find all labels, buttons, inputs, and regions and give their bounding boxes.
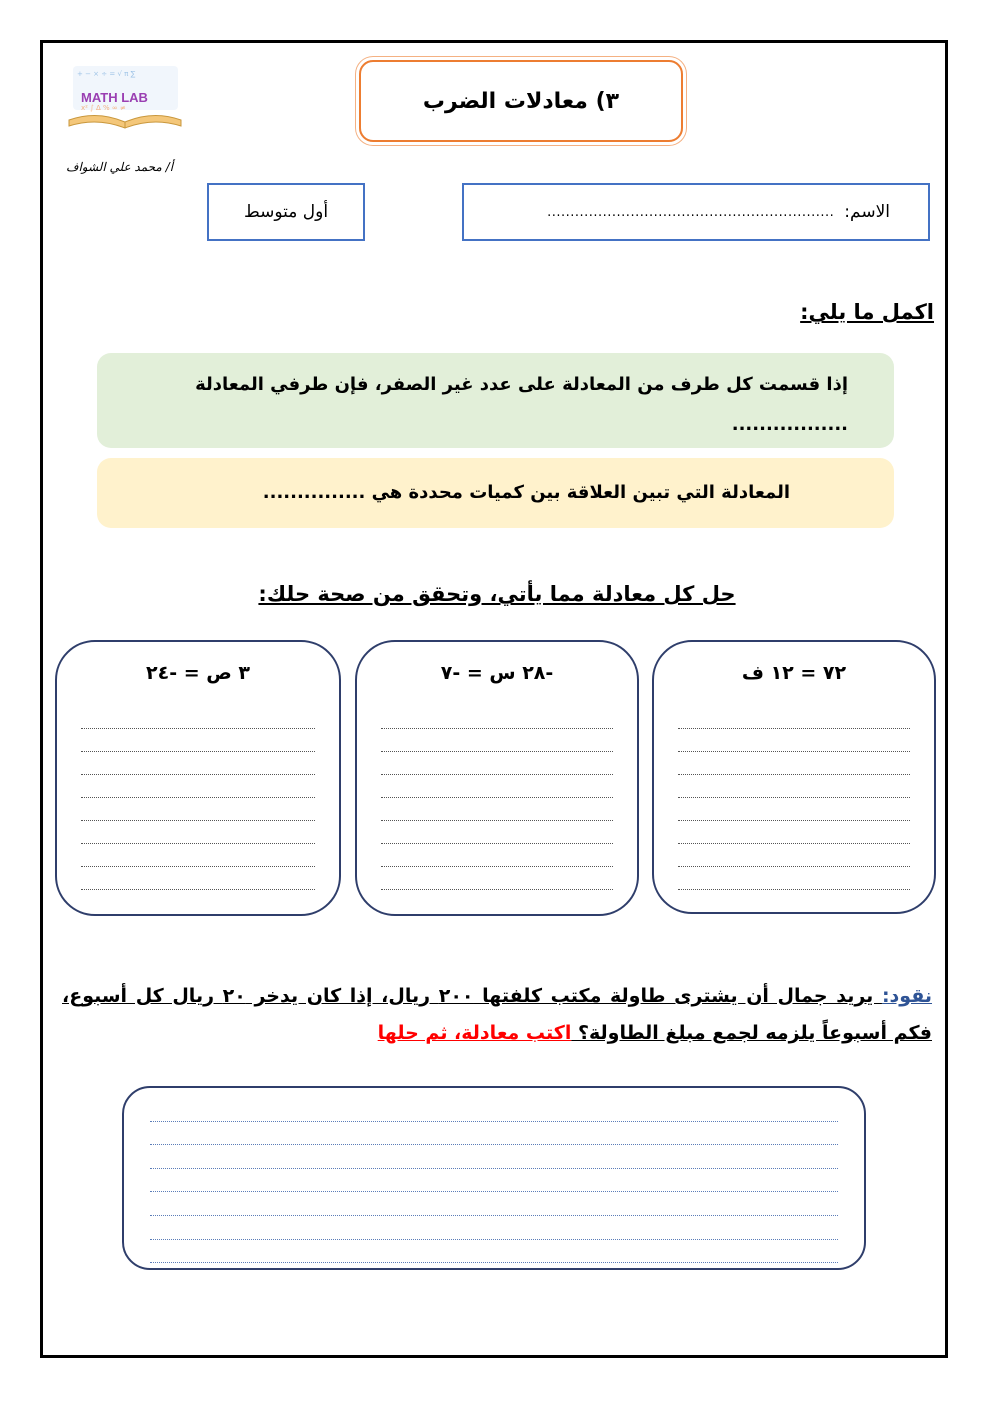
answer-line[interactable] xyxy=(150,1098,838,1122)
word-problem-label: نقود: xyxy=(881,985,933,1007)
answer-line[interactable] xyxy=(150,1240,838,1264)
answer-line[interactable] xyxy=(81,821,315,844)
answer-line[interactable] xyxy=(678,844,910,867)
answer-line[interactable] xyxy=(81,867,315,890)
answer-line[interactable] xyxy=(381,706,613,729)
svg-text:x² ∫ Δ % ∞ ≠: x² ∫ Δ % ∞ ≠ xyxy=(81,104,126,112)
equation-box-1[interactable] xyxy=(652,640,936,914)
answer-line[interactable] xyxy=(81,844,315,867)
equation-box-2[interactable] xyxy=(355,640,639,916)
answer-line[interactable] xyxy=(150,1145,838,1169)
question-1-box[interactable]: إذا قسمت كل طرف من المعادلة على عدد غير الصفر، فإن طرفي المعادلة ................. xyxy=(97,353,894,448)
answer-line[interactable] xyxy=(150,1169,838,1193)
answer-line[interactable] xyxy=(381,844,613,867)
logo-text: MATH LAB xyxy=(81,90,148,105)
word-problem-answer-box[interactable] xyxy=(122,1086,866,1270)
answer-line[interactable] xyxy=(678,867,910,890)
answer-line[interactable] xyxy=(81,729,315,752)
answer-line[interactable] xyxy=(150,1122,838,1146)
equation-2: -٢٨ س = -٧ xyxy=(440,662,554,684)
word-problem xyxy=(62,978,932,1052)
answer-line[interactable] xyxy=(381,775,613,798)
equation-1: ٧٢ = ١٢ ف xyxy=(741,662,847,684)
name-label: الاسم: xyxy=(844,202,890,222)
word-problem-text: يريد جمال أن يشترى طاولة مكتب كلفتها ٢٠٠ ريال، إذا كان يدخر ٢٠ ريال كل أسبوع، فكم أسبوعاً يلزمه لجمع مبلغ الطاولة؟ xyxy=(62,985,932,1044)
section1-heading: اكمل ما يلي: xyxy=(800,300,934,324)
answer-line[interactable] xyxy=(678,798,910,821)
answer-line[interactable] xyxy=(381,821,613,844)
answer-line[interactable] xyxy=(381,729,613,752)
answer-line[interactable] xyxy=(678,706,910,729)
svg-text:+ − × ÷ = √ π ∑: + − × ÷ = √ π ∑ xyxy=(77,70,136,78)
answer-line[interactable] xyxy=(81,775,315,798)
answer-line[interactable] xyxy=(81,752,315,775)
answer-line[interactable] xyxy=(678,752,910,775)
math-lab-logo xyxy=(63,62,188,137)
equation-box-3[interactable] xyxy=(55,640,341,916)
answer-line[interactable] xyxy=(150,1216,838,1240)
answer-line[interactable] xyxy=(81,706,315,729)
word-problem-instruction: اكتب معادلة، ثم حلها xyxy=(377,1022,572,1044)
page-title: ٣) معادلات الضرب xyxy=(359,60,683,142)
answer-line[interactable] xyxy=(678,729,910,752)
section2-heading: حل كل معادلة مما يأتي، وتحقق من صحة حلك: xyxy=(258,582,736,606)
answer-line[interactable] xyxy=(381,798,613,821)
answer-line[interactable] xyxy=(381,867,613,890)
grade-box: أول متوسط xyxy=(207,183,365,241)
name-box[interactable] xyxy=(462,183,930,241)
teacher-name: أ/ محمد علي الشواف xyxy=(66,160,174,174)
question-2-box[interactable]: المعادلة التي تبين العلاقة بين كميات محددة هي ............... xyxy=(97,458,894,528)
answer-line[interactable] xyxy=(381,752,613,775)
answer-line[interactable] xyxy=(81,798,315,821)
answer-line[interactable] xyxy=(678,821,910,844)
name-field[interactable]: .............................................................. xyxy=(547,204,835,220)
answer-line[interactable] xyxy=(150,1192,838,1216)
answer-line[interactable] xyxy=(678,775,910,798)
equation-3: ٣ ص = -٢٤ xyxy=(145,662,251,684)
